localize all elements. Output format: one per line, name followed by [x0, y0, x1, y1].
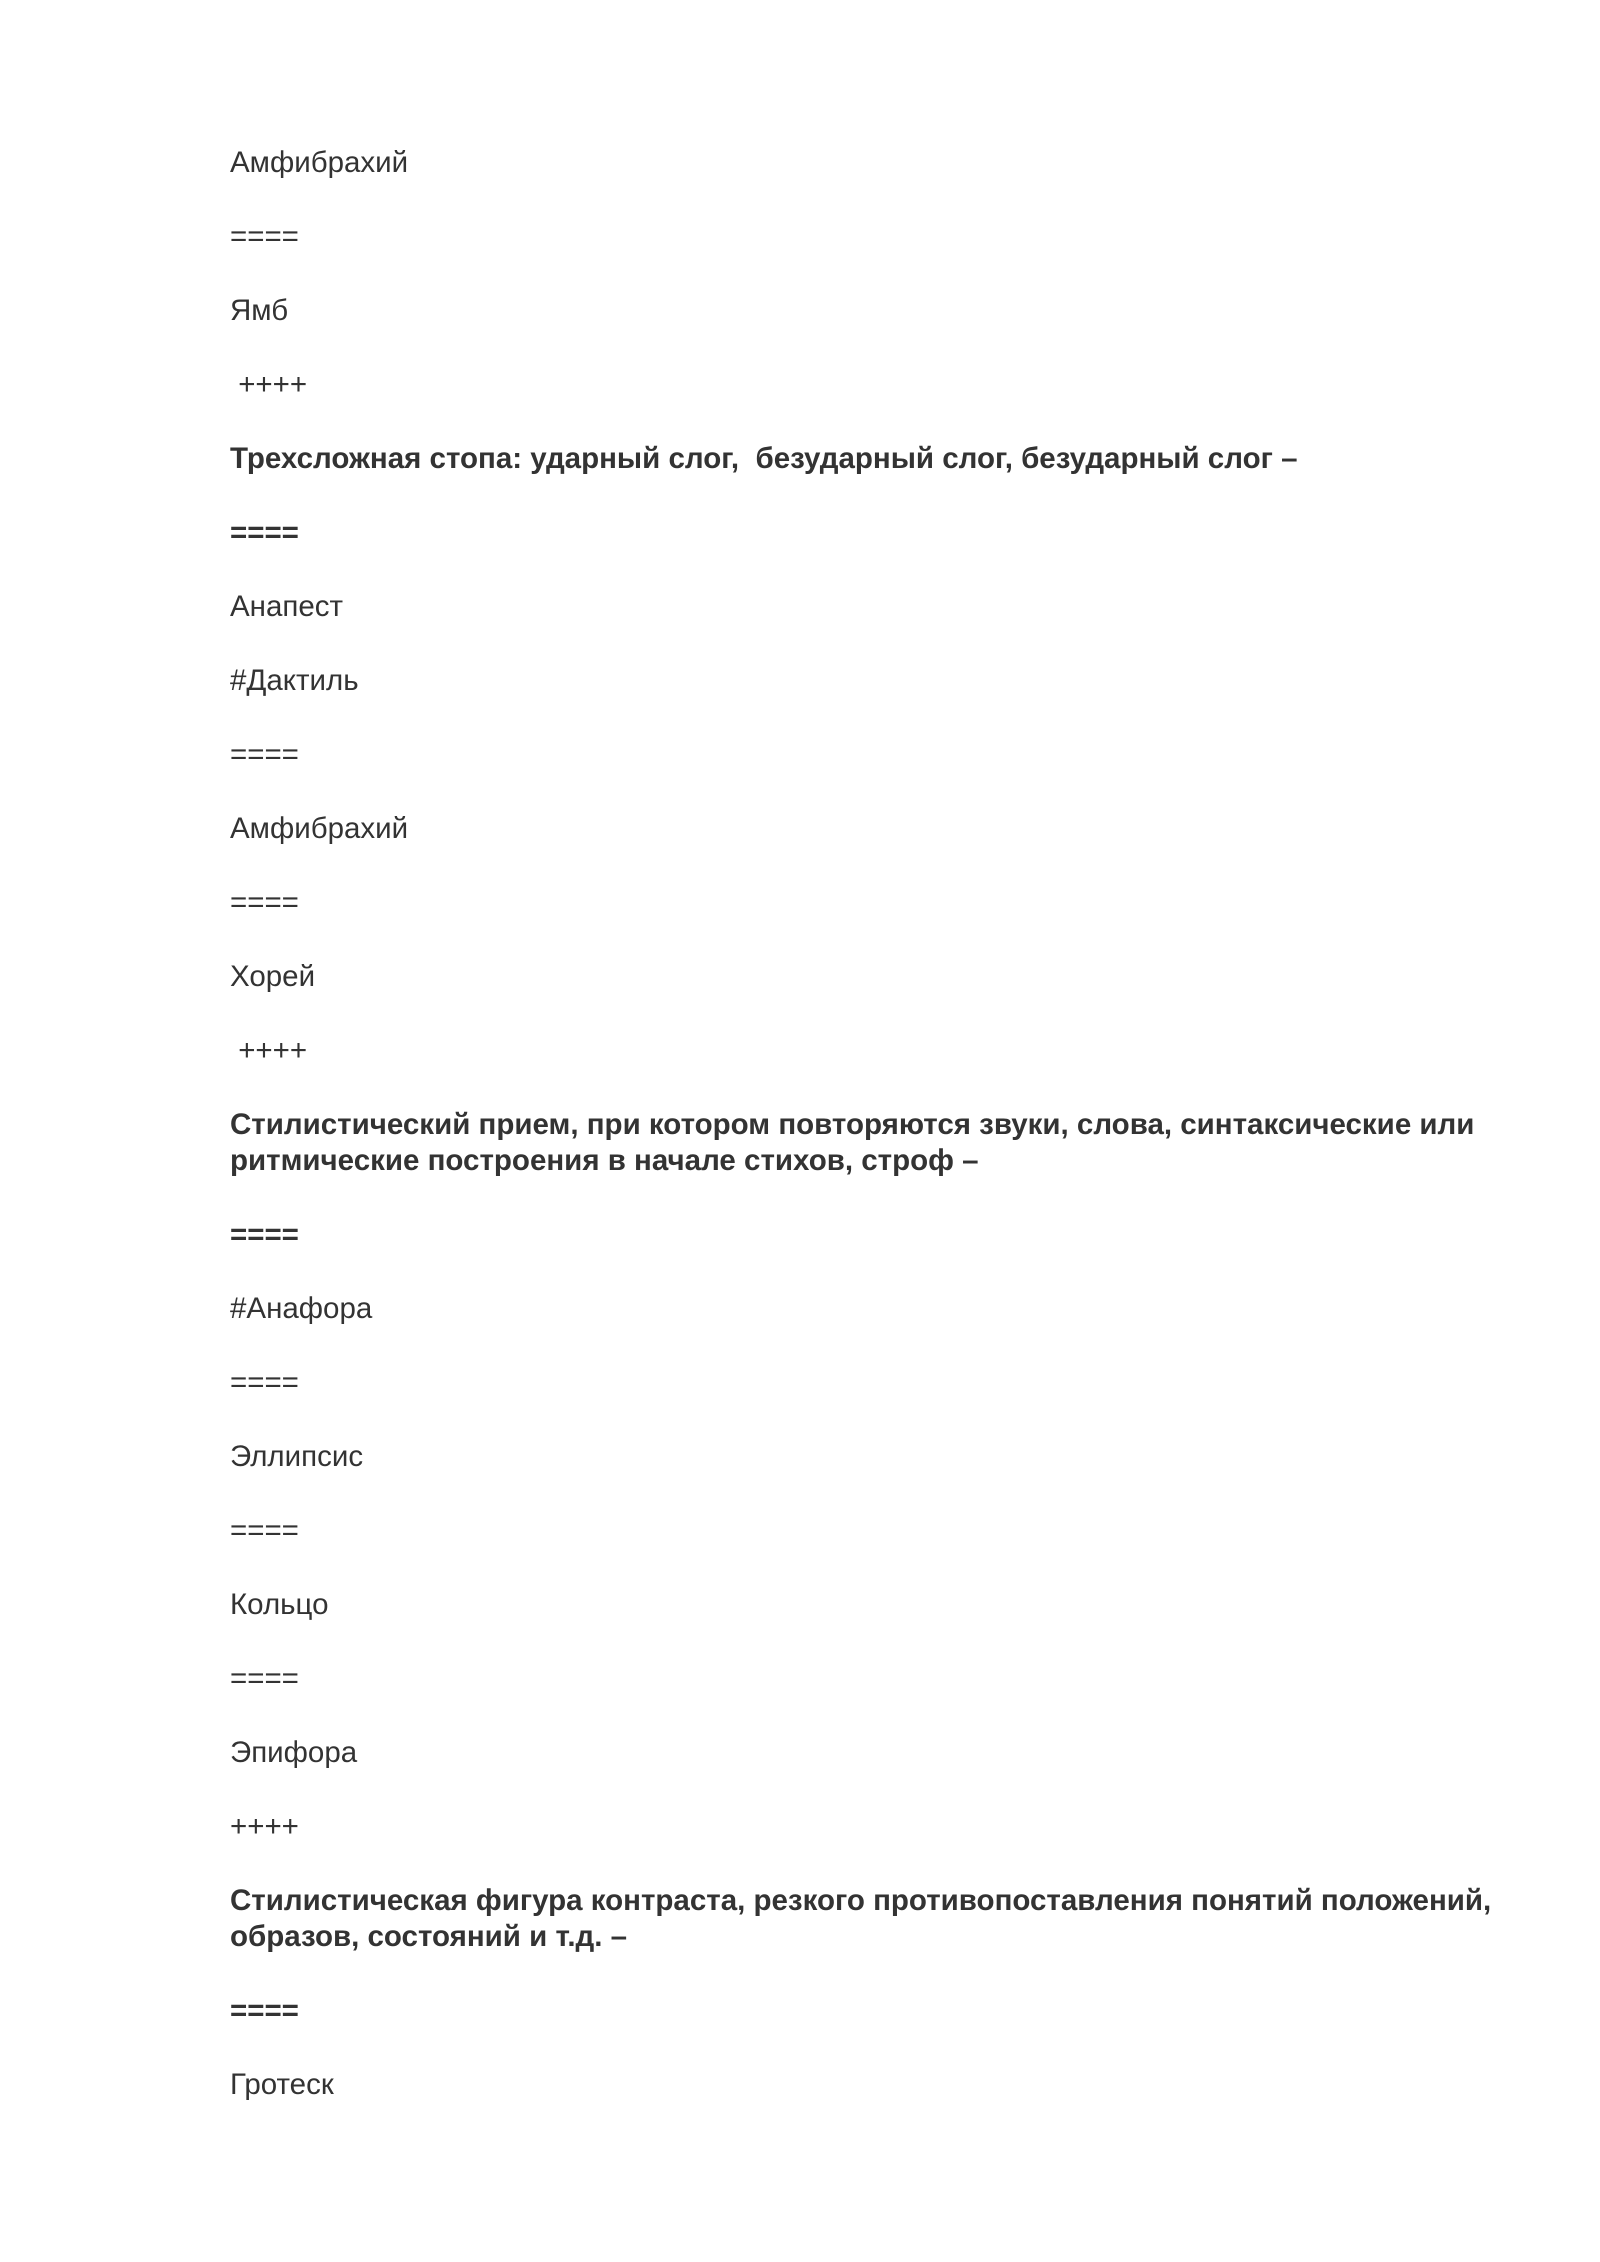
- document-content: [230, 145, 1500, 2103]
- answer-option: Кольцо: [230, 1588, 329, 1621]
- option-separator: ====: [230, 886, 299, 919]
- question-text: Стилистический прием, при котором повторяются звуки, слова, синтаксические или ритмические построения в начале стихов, строф –: [230, 1108, 1483, 1177]
- question-separator: ++++: [230, 1810, 299, 1843]
- answer-option: Эллипсис: [230, 1440, 364, 1473]
- answer-option: Гротеск: [230, 2068, 334, 2101]
- option-separator: ====: [230, 220, 299, 253]
- option-separator: ====: [230, 1218, 299, 1251]
- option-separator: ====: [230, 1366, 299, 1399]
- answer-option: Амфибрахий: [230, 812, 409, 845]
- question-text: Стилистическая фигура контраста, резкого противопоставления понятий положений, образов, состояний и т.д. –: [230, 1884, 1500, 1953]
- answer-option: Ямб: [230, 294, 289, 327]
- answer-option: Анапест: [230, 590, 344, 623]
- answer-option: Амфибрахий: [230, 146, 409, 179]
- answer-option: Хорей: [230, 960, 316, 993]
- question-separator: ++++: [230, 368, 308, 401]
- answer-option: Эпифора: [230, 1736, 358, 1769]
- correct-answer-option: #Анафора: [230, 1292, 373, 1325]
- question-text: Трехсложная стопа: ударный слог, безударный слог, безударный слог –: [230, 442, 1298, 475]
- question-separator: ++++: [230, 1034, 308, 1067]
- correct-answer-option: #Дактиль: [230, 664, 359, 697]
- option-separator: ====: [230, 738, 299, 771]
- option-separator: ====: [230, 516, 299, 549]
- option-separator: ====: [230, 1662, 299, 1695]
- option-separator: ====: [230, 1994, 299, 2027]
- option-separator: ====: [230, 1514, 299, 1547]
